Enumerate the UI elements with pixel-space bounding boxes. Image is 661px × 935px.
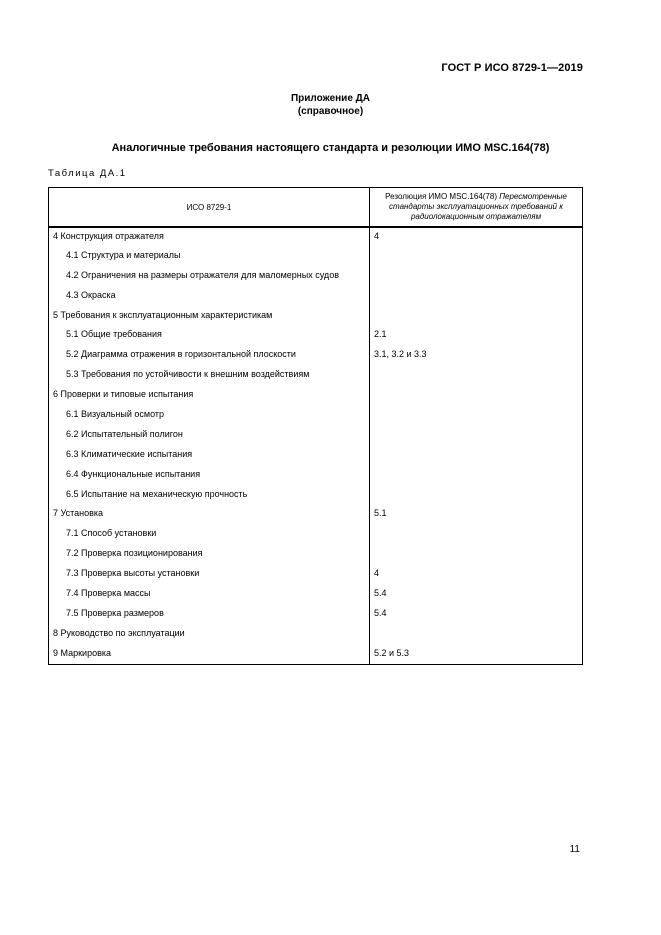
column-header-iso: ИСО 8729-1	[49, 188, 370, 228]
table-row	[49, 326, 583, 346]
table-row	[49, 605, 583, 625]
iso-section-cell: 7.2 Проверка позиционирования	[49, 545, 370, 565]
annex-heading	[0, 92, 661, 118]
iso-section-cell: 6.5 Испытание на механическую прочность	[49, 486, 370, 506]
iso-section-cell: 5 Требования к эксплуатационным характеристикам	[49, 307, 370, 327]
table-row	[49, 426, 583, 446]
imo-reference-cell: 5.1	[370, 505, 583, 525]
iso-section-cell: 5.3 Требования по устойчивости к внешним воздействиям	[49, 366, 370, 386]
table-row	[49, 486, 583, 506]
imo-reference-cell: 2.1	[370, 326, 583, 346]
imo-reference-cell	[370, 386, 583, 406]
imo-reference-cell	[370, 247, 583, 267]
column-header-imo	[370, 188, 583, 228]
iso-section-cell: 4 Конструкция отражателя	[49, 227, 370, 247]
column-header-imo-italic: Пересмотренные стандарты эксплуатационных требований к радиолокационным отражателям	[389, 192, 567, 221]
imo-reference-cell: 5.4	[370, 605, 583, 625]
table-row	[49, 525, 583, 545]
annex-title: Приложение ДА	[290, 93, 371, 104]
imo-reference-cell: 5.2 и 5.3	[370, 645, 583, 665]
iso-section-cell: 7.3 Проверка высоты установки	[49, 565, 370, 585]
imo-reference-cell	[370, 545, 583, 565]
iso-section-cell: 4.2 Ограничения на размеры отражателя для маломерных судов	[49, 267, 370, 287]
table-row	[49, 307, 583, 327]
iso-section-cell: 4.3 Окраска	[49, 287, 370, 307]
imo-reference-cell	[370, 525, 583, 545]
imo-reference-cell	[370, 366, 583, 386]
iso-section-cell: 6.4 Функциональные испытания	[49, 466, 370, 486]
table-row	[49, 545, 583, 565]
table-row	[49, 565, 583, 585]
table-header-row	[49, 188, 583, 228]
table-row	[49, 466, 583, 486]
imo-reference-cell	[370, 625, 583, 645]
iso-section-cell: 6.1 Визуальный осмотр	[49, 406, 370, 426]
imo-reference-cell	[370, 307, 583, 327]
iso-section-cell: 7.4 Проверка массы	[49, 585, 370, 605]
document-code: ГОСТ Р ИСО 8729-1—2019	[441, 62, 583, 74]
table-row	[49, 247, 583, 267]
table-row	[49, 645, 583, 665]
iso-section-cell: 5.1 Общие требования	[49, 326, 370, 346]
imo-reference-cell: 3.1, 3.2 и 3.3	[370, 346, 583, 366]
iso-section-cell: 7 Установка	[49, 505, 370, 525]
iso-section-cell: 9 Маркировка	[49, 645, 370, 665]
imo-reference-cell	[370, 466, 583, 486]
iso-section-cell: 6 Проверки и типовые испытания	[49, 386, 370, 406]
iso-section-cell: 6.3 Климатические испытания	[49, 446, 370, 466]
table-row	[49, 386, 583, 406]
imo-reference-cell	[370, 426, 583, 446]
iso-section-cell: 5.2 Диаграмма отражения в горизонтальной плоскости	[49, 346, 370, 366]
imo-reference-cell	[370, 486, 583, 506]
page-number: 11	[569, 844, 580, 855]
imo-reference-cell: 5.4	[370, 585, 583, 605]
iso-section-cell: 6.2 Испытательный полигон	[49, 426, 370, 446]
page-title: Аналогичные требования настоящего стандарта и резолюции ИМО MSC.164(78)	[111, 142, 550, 154]
table-row	[49, 406, 583, 426]
table-row	[49, 267, 583, 287]
table-row	[49, 366, 583, 386]
annex-subtitle: (справочное)	[297, 106, 364, 117]
imo-reference-cell	[370, 287, 583, 307]
imo-reference-cell: 4	[370, 565, 583, 585]
iso-section-cell: 4.1 Структура и материалы	[49, 247, 370, 267]
iso-section-cell: 8 Руководство по эксплуатации	[49, 625, 370, 645]
requirements-table	[48, 187, 583, 665]
table-row	[49, 227, 583, 247]
table-row	[49, 625, 583, 645]
iso-section-cell: 7.1 Способ установки	[49, 525, 370, 545]
table-row	[49, 346, 583, 366]
column-header-imo-plain: Резолюция ИМО MSC.164(78)	[385, 192, 500, 201]
table-row	[49, 585, 583, 605]
table-row	[49, 505, 583, 525]
imo-reference-cell	[370, 446, 583, 466]
imo-reference-cell: 4	[370, 227, 583, 247]
iso-section-cell: 7.5 Проверка размеров	[49, 605, 370, 625]
table-body	[49, 227, 583, 665]
imo-reference-cell	[370, 406, 583, 426]
imo-reference-cell	[370, 267, 583, 287]
table-row	[49, 446, 583, 466]
table-row	[49, 287, 583, 307]
table-caption: Таблица ДА.1	[48, 168, 127, 179]
